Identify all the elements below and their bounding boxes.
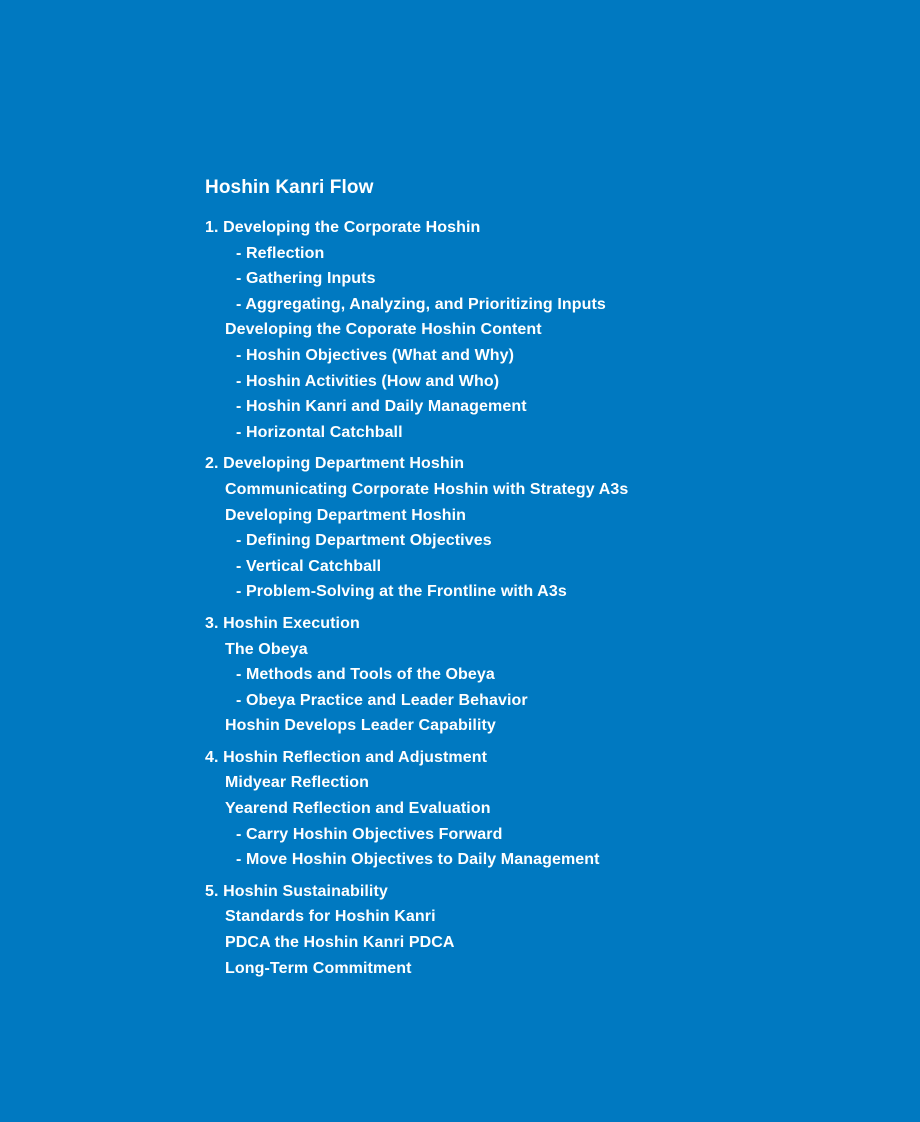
section-heading: 3. Hoshin Execution [205, 614, 360, 632]
subsection-heading: Long-Term Commitment [225, 959, 412, 977]
bullet-item: - Defining Department Objectives [236, 532, 492, 550]
section-heading: 4. Hoshin Reflection and Adjustment [205, 748, 488, 766]
bullet-item: - Hoshin Activities (How and Who) [236, 372, 500, 390]
subsection-heading: The Obeya [225, 640, 308, 658]
section-heading: 1. Developing the Corporate Hoshin [205, 219, 481, 236]
flow-outline [205, 175, 885, 987]
bullet-item: - Horizontal Catchball [236, 423, 403, 441]
outline-section-2 [205, 451, 885, 605]
subsection-heading: Standards for Hoshin Kanri [225, 908, 436, 926]
outline-section-4 [205, 745, 885, 873]
outline-sections [205, 215, 885, 981]
subsection-heading: Hoshin Develops Leader Capability [225, 717, 496, 735]
bullet-item: - Carry Hoshin Objectives Forward [236, 825, 503, 843]
bullet-item: - Aggregating, Analyzing, and Prioritizing Inputs [236, 295, 606, 313]
bullet-item: - Reflection [236, 244, 325, 262]
bullet-item: - Move Hoshin Objectives to Daily Management [236, 851, 600, 869]
bullet-item: - Obeya Practice and Leader Behavior [236, 691, 528, 709]
bullet-item: - Hoshin Objectives (What and Why) [236, 346, 515, 364]
page-title: Hoshin Kanri Flow [205, 177, 374, 198]
subsection-heading: Communicating Corporate Hoshin with Strategy A3s [225, 480, 629, 498]
subsection-heading: PDCA the Hoshin Kanri PDCA [225, 934, 455, 952]
subsection-heading: Yearend Reflection and Evaluation [225, 800, 491, 818]
bullet-item: - Hoshin Kanri and Daily Management [236, 398, 527, 416]
outline-section-1 [205, 215, 885, 445]
subsection-heading: Midyear Reflection [225, 774, 370, 792]
subsection-heading: Developing Department Hoshin [225, 506, 467, 524]
section-heading: 2. Developing Department Hoshin [205, 455, 465, 473]
outline-section-5 [205, 879, 885, 981]
bullet-item: - Methods and Tools of the Obeya [236, 666, 495, 684]
section-heading: 5. Hoshin Sustainability [205, 882, 388, 900]
bullet-item: - Problem-Solving at the Frontline with A3s [236, 583, 567, 601]
outline-section-3 [205, 611, 885, 739]
subsection-heading: Developing the Coporate Hoshin Content [225, 321, 542, 339]
bullet-item: - Vertical Catchball [236, 557, 382, 575]
bullet-item: - Gathering Inputs [236, 270, 376, 288]
